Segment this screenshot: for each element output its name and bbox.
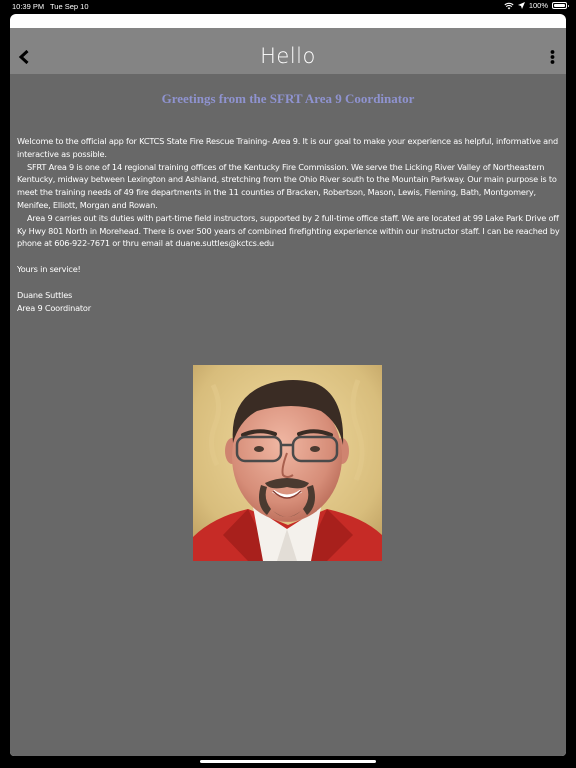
status-time: 10:39 PM [12,2,45,11]
vertical-ellipsis-icon [550,50,555,64]
article-body [17,135,563,315]
status-bar [0,0,576,13]
battery-tip [568,5,570,8]
signature-name: Duane Suttles [17,289,73,300]
paragraph-contact: Area 9 carries out its duties with part-time field instructors, supported by 2 full-time office staff. We are located at 99 Lake Park Drive off Ky Hwy 801 North in Morehead. There is over 500 years of combined firefighting experience within our instructor staff. I can be reached by phone at 606-922-7671 or thru email at duane.suttles@kctcs.edu [17,212,560,249]
article-heading: Greetings from the SFRT Area 9 Coordinator [161,91,415,106]
location-arrow-icon [518,2,525,9]
paragraph-about: SFRT Area 9 is one of 14 regional training offices of the Kentucky Fire Commission. We serve the Licking River Valley of Northeastern Kentucky, midway between Lexington and Ashland, stretching from the Ohio River south to the Mountain Parkway. Our main purpose is to meet the training needs of 49 fire departments in the 11 counties of Bracken, Robertson, Mason, Lewis, Fleming, Bath, Montgomery, Menifee, Elliott, Morgan and Rowan. [17,161,557,210]
more-options-button[interactable] [546,49,558,65]
status-indicators [504,1,567,10]
battery-percent: 100% [528,1,548,10]
status-date: Tue Sep 10 [50,2,89,11]
app-window [10,14,566,756]
closing-text: Yours in service! [17,264,81,275]
content-area[interactable] [10,74,566,756]
paragraph-welcome: Welcome to the official app for KCTCS State Fire Rescue Training- Area 9. It is our goal to make your experience as helpful, informative and interactive as possible. [17,136,558,159]
home-indicator[interactable] [200,760,376,763]
wifi-icon [504,2,514,10]
battery-level [554,4,565,7]
battery-icon [552,2,567,9]
navigation-bar [10,28,566,74]
page-title: Hello [260,44,316,68]
coordinator-photo [193,365,382,561]
signature-title: Area 9 Coordinator [17,302,91,313]
